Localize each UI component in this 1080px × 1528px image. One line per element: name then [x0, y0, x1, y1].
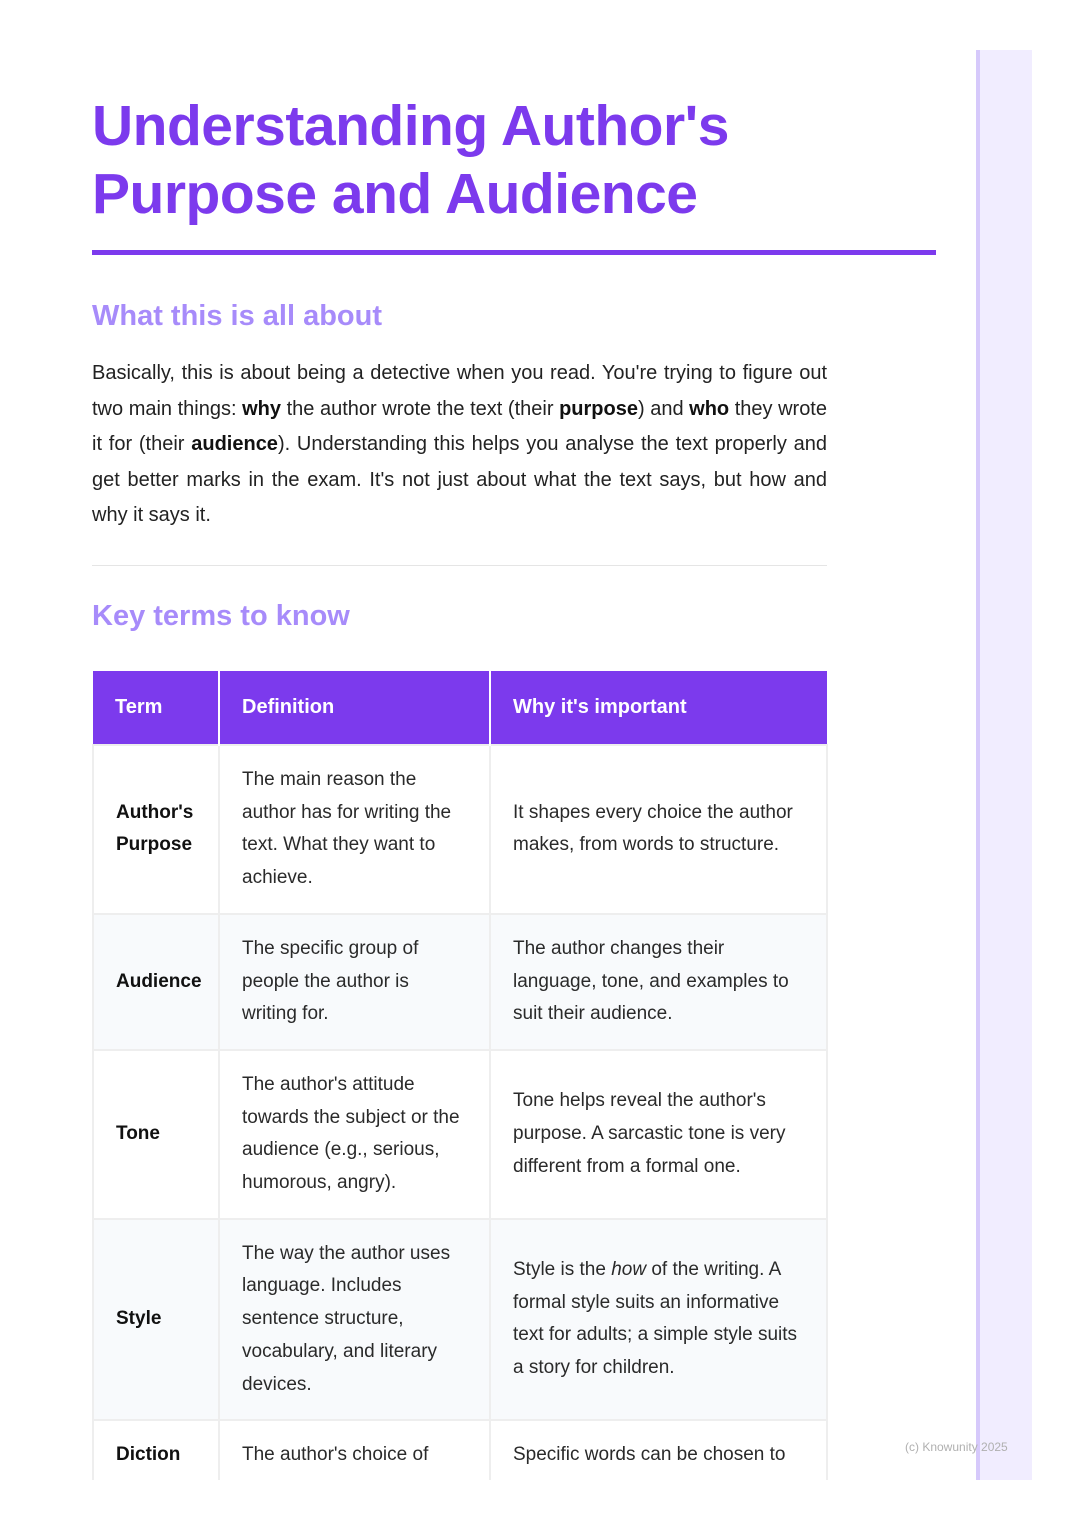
- key-terms-table-body: [93, 745, 827, 1480]
- table-row: [93, 1219, 827, 1421]
- importance-text: Tone helps reveal the author's purpose. A sarcastic tone is very different from a formal one.: [513, 1090, 786, 1177]
- column-header-definition: Definition: [219, 671, 490, 745]
- importance-text: Style is the: [513, 1259, 612, 1281]
- intro-text: ). Understanding this helps you analyse the text properly and get better marks in the exam. It's not just about what the text says, but how and why it says it.: [92, 433, 827, 526]
- section-divider: [92, 565, 827, 566]
- term-cell: Style: [93, 1219, 219, 1421]
- importance-cell: [490, 1420, 827, 1480]
- importance-emphasis: how: [611, 1259, 647, 1281]
- key-terms-table: [92, 671, 828, 1480]
- importance-cell: [490, 914, 827, 1050]
- definition-cell: The author's choice of: [219, 1420, 490, 1480]
- intro-emphasis: audience: [191, 433, 278, 455]
- table-row: [93, 1050, 827, 1219]
- sidebar-strip: [976, 50, 1032, 1480]
- section-heading-key-terms: Key terms to know: [92, 600, 350, 632]
- page-title: Understanding Author's Purpose and Audience: [92, 94, 729, 226]
- definition-cell: The specific group of people the author is writing for.: [219, 914, 490, 1050]
- section-heading-about: What this is all about: [92, 300, 383, 332]
- importance-text: It shapes every choice the author makes, from words to structure.: [513, 801, 793, 856]
- importance-text: Specific words can be chosen to: [513, 1444, 786, 1466]
- intro-emphasis: purpose: [559, 397, 638, 420]
- intro-emphasis: who: [689, 397, 730, 420]
- importance-text: of the writing. A formal style suits an informative text for adults; a simple style suits a story for children.: [513, 1259, 798, 1379]
- title-underline: [92, 250, 936, 255]
- definition-cell: The author's attitude towards the subject or the audience (e.g., serious, humorous, angry).: [219, 1050, 490, 1219]
- importance-text: The author changes their language, tone, and examples to suit their audience.: [513, 937, 789, 1025]
- definition-cell: The way the author uses language. Includes sentence structure, vocabulary, and literary devices.: [219, 1219, 490, 1421]
- intro-paragraph: [92, 356, 827, 534]
- column-header-importance: Why it's important: [490, 671, 827, 745]
- term-cell: Author's Purpose: [93, 745, 219, 914]
- importance-cell: [490, 745, 827, 914]
- table-row: [93, 1420, 827, 1480]
- column-header-term: Term: [93, 671, 219, 745]
- intro-text: ) and: [637, 397, 690, 420]
- sidebar-accent-line: [976, 50, 980, 1480]
- intro-emphasis: why: [242, 397, 282, 420]
- term-cell: Audience: [93, 914, 219, 1050]
- importance-cell: [490, 1219, 827, 1421]
- table-row: [93, 914, 827, 1050]
- table-header-row: [93, 671, 827, 745]
- intro-text: they wrote it for (their: [92, 397, 827, 455]
- importance-cell: [490, 1050, 827, 1219]
- term-cell: Diction: [93, 1420, 219, 1480]
- copyright-notice: (c) Knowunity 2025: [905, 1440, 1008, 1454]
- table-row: [93, 745, 827, 914]
- intro-text: Basically, this is about being a detective when you read. You're trying to figure out two main things:: [92, 362, 827, 420]
- term-cell: Tone: [93, 1050, 219, 1219]
- intro-text: the author wrote the text (their: [281, 397, 560, 420]
- definition-cell: The main reason the author has for writing the text. What they want to achieve.: [219, 745, 490, 914]
